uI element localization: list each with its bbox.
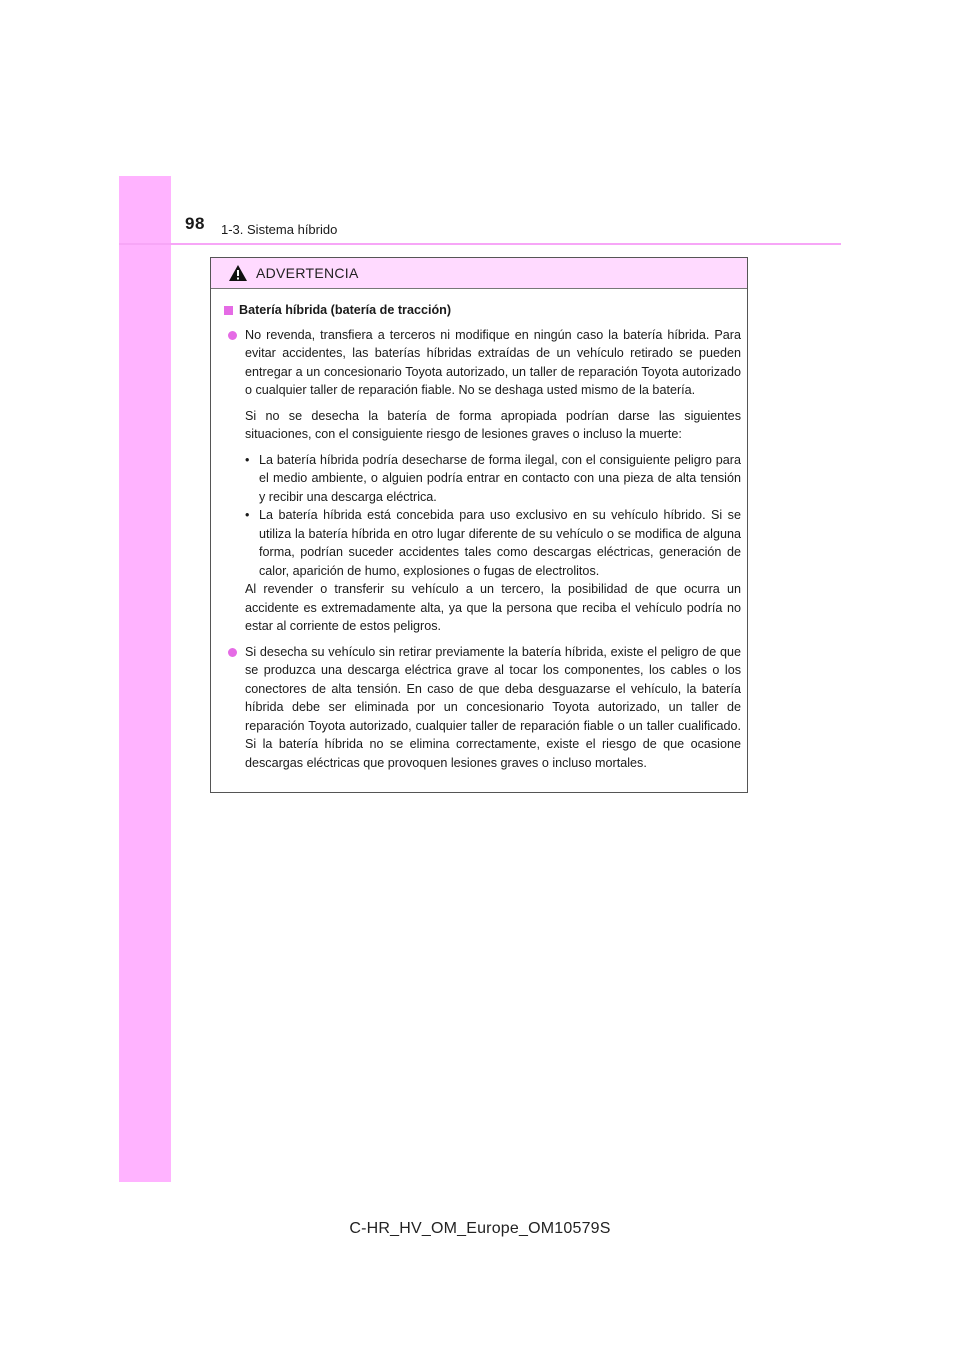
document-code: C-HR_HV_OM_Europe_OM10579S [349,1220,611,1237]
warning-triangle-icon [228,264,248,282]
paragraph: Si no se desecha la batería de forma apropiada podrían darse las siguientes situaciones, con el consiguiente riesgo de lesiones graves o incluso la muerte: [245,408,741,441]
warning-box [210,257,748,793]
warning-header [211,258,747,289]
warning-title: ADVERTENCIA [256,265,359,281]
list-dot: • [245,452,250,467]
paragraph: Si desecha su vehículo sin retirar previamente la batería híbrida, existe el peligro de que se produzca una descarga eléctrica grave al tocar los componentes, los cables o los conectores de alta tensión. En caso de que deba desguazarse el vehículo, la batería híbrida debe ser eliminada por un concesionario Toyota autorizado, un taller de reparación Toyota autorizado, cualquier taller de reparación fiable o un taller cualificado. Si la batería híbrida no se elimina correctamente, existe el riesgo de que ocasione descargas eléctricas que provoquen lesiones graves o incluso mortales. [245,644,741,770]
warning-item-1-content [245,326,741,636]
paragraph: No revenda, transfiera a terceros ni modifique en ningún caso la batería híbrida. Para evitar accidentes, las baterías híbridas extraídas de un vehículo retirado se pueden entregar a un concesionario Toyota autorizado, un taller de reparación Toyota autorizado o cualquier taller de reparación fiable. No se deshaga usted mismo de la batería. [245,327,741,397]
warning-item-2-content [245,643,741,773]
consequence-list [245,451,741,581]
page-number: 98 [185,214,205,233]
warning-subheading [224,301,741,320]
warning-body [211,289,747,772]
circle-bullet-icon [228,331,237,340]
subheading-text: Batería híbrida (batería de tracción) [239,303,452,317]
warning-item-2 [224,643,741,773]
list-item [245,451,741,507]
section-title: 1-3. Sistema híbrido [221,222,338,237]
header-rule [119,243,841,245]
paragraph: Al revender o transferir su vehículo a un tercero, la posibilidad de que ocurra un accidente es extremadamente alta, ya que la persona que reciba el vehículo podría no estar al corriente de estos peligros. [245,582,741,633]
side-tab-band [119,176,171,1182]
warning-item-1 [224,326,741,636]
list-item [245,506,741,580]
circle-bullet-icon [228,648,237,657]
list-dot: • [245,508,250,522]
square-bullet-icon [224,306,233,315]
list-item-text: La batería híbrida está concebida para uso exclusivo en su vehículo híbrido. Si se utiliza la batería híbrida en otro lugar diferente de su vehículo o se modifica de alguna forma, podrían suceder accidentes tales como descargas eléctricas, generación de calor, aparición de humo, explosiones o fugas de electrolitos. [259,508,741,578]
list-item-text: La batería híbrida podría desecharse de forma ilegal, con el consiguiente peligro para el medio ambiente, o alguien podría entrar en contacto con una pieza de alta tensión y recibir una descarga eléctrica. [259,452,741,504]
